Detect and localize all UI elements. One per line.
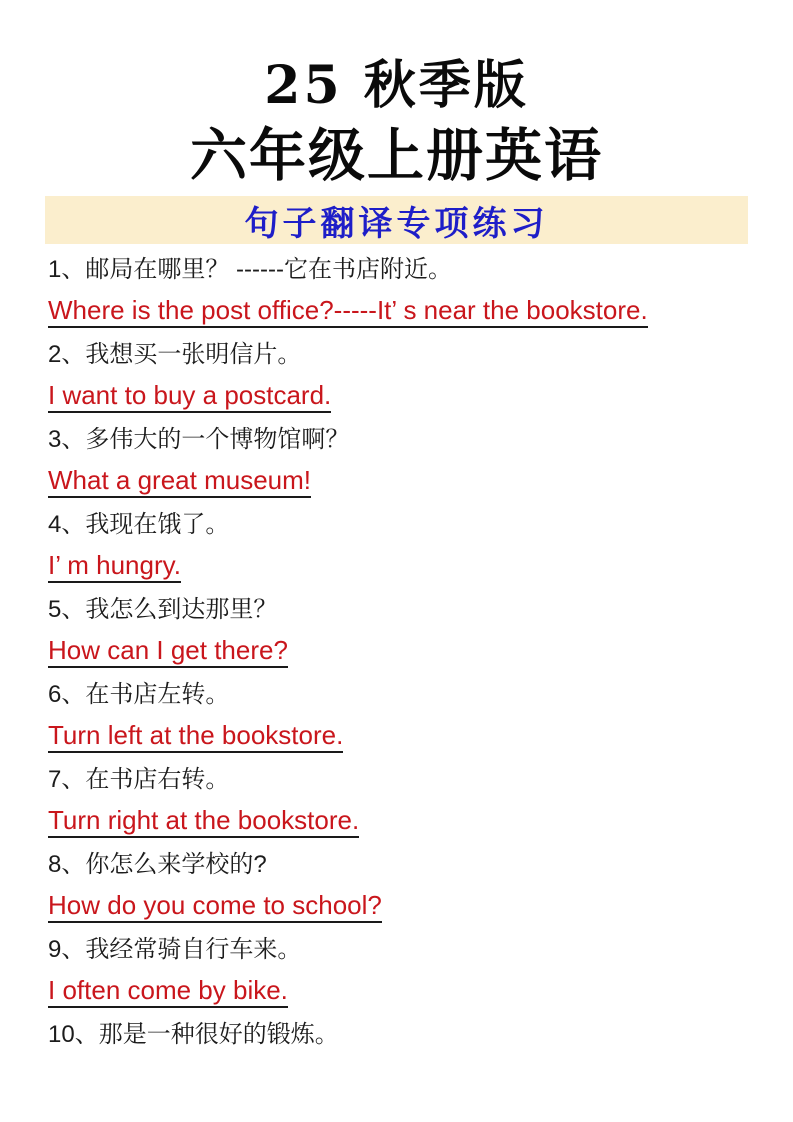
english-answer: I’ m hungry. bbox=[48, 550, 181, 583]
subtitle-text: 句子翻译专项练习 bbox=[244, 203, 549, 244]
chinese-sentence: 6、在书店左转。 bbox=[48, 681, 230, 708]
exercise-item bbox=[48, 335, 745, 420]
english-answer-line bbox=[48, 885, 745, 930]
english-answer-line bbox=[48, 545, 745, 590]
english-answer: Turn right at the bookstore. bbox=[48, 805, 359, 838]
english-answer-line bbox=[48, 715, 745, 760]
english-answer-line bbox=[48, 375, 745, 420]
exercise-item bbox=[48, 420, 745, 505]
english-answer-line bbox=[48, 630, 745, 675]
english-answer: Where is the post office?-----It’ s near the bookstore. bbox=[48, 295, 648, 328]
chinese-sentence: 2、我想买一张明信片。 bbox=[48, 341, 302, 368]
chinese-sentence: 4、我现在饿了。 bbox=[48, 511, 230, 538]
exercise-item bbox=[48, 1015, 745, 1055]
exercise-item bbox=[48, 845, 745, 930]
english-answer-line bbox=[48, 460, 745, 505]
english-answer: What a great museum! bbox=[48, 465, 311, 498]
chinese-sentence: 3、多伟大的一个博物馆啊？ bbox=[48, 426, 350, 453]
chinese-sentence: 5、我怎么到达那里？ bbox=[48, 596, 278, 623]
english-answer-line bbox=[48, 800, 745, 845]
header bbox=[0, 0, 793, 192]
exercise-item bbox=[48, 505, 745, 590]
subtitle-banner bbox=[45, 196, 748, 244]
english-answer: How do you come to school? bbox=[48, 890, 382, 923]
chinese-sentence: 1、邮局在哪里？ ------它在书店附近。 bbox=[48, 256, 452, 283]
exercise-item bbox=[48, 760, 745, 845]
english-answer-line bbox=[48, 970, 745, 1015]
chinese-sentence: 8、你怎么来学校的? bbox=[48, 851, 267, 878]
english-answer: How can I get there? bbox=[48, 635, 288, 668]
english-answer-line bbox=[48, 290, 745, 335]
english-answer: I often come by bike. bbox=[48, 975, 288, 1008]
chinese-sentence: 7、在书店右转。 bbox=[48, 766, 230, 793]
chinese-sentence: 10、那是一种很好的锻炼。 bbox=[48, 1021, 339, 1048]
exercise-item bbox=[48, 250, 745, 335]
exercise-item bbox=[48, 675, 745, 760]
english-answer: Turn left at the bookstore. bbox=[48, 720, 343, 753]
english-answer: I want to buy a postcard. bbox=[48, 380, 331, 413]
exercise-item bbox=[48, 590, 745, 675]
title-line-2: 六年级上册英语 bbox=[190, 122, 603, 189]
sentence-list bbox=[48, 250, 745, 1055]
exercise-item bbox=[48, 930, 745, 1015]
chinese-sentence: 9、我经常骑自行车来。 bbox=[48, 936, 302, 963]
title-line-1: 25 秋季版 bbox=[264, 55, 529, 116]
